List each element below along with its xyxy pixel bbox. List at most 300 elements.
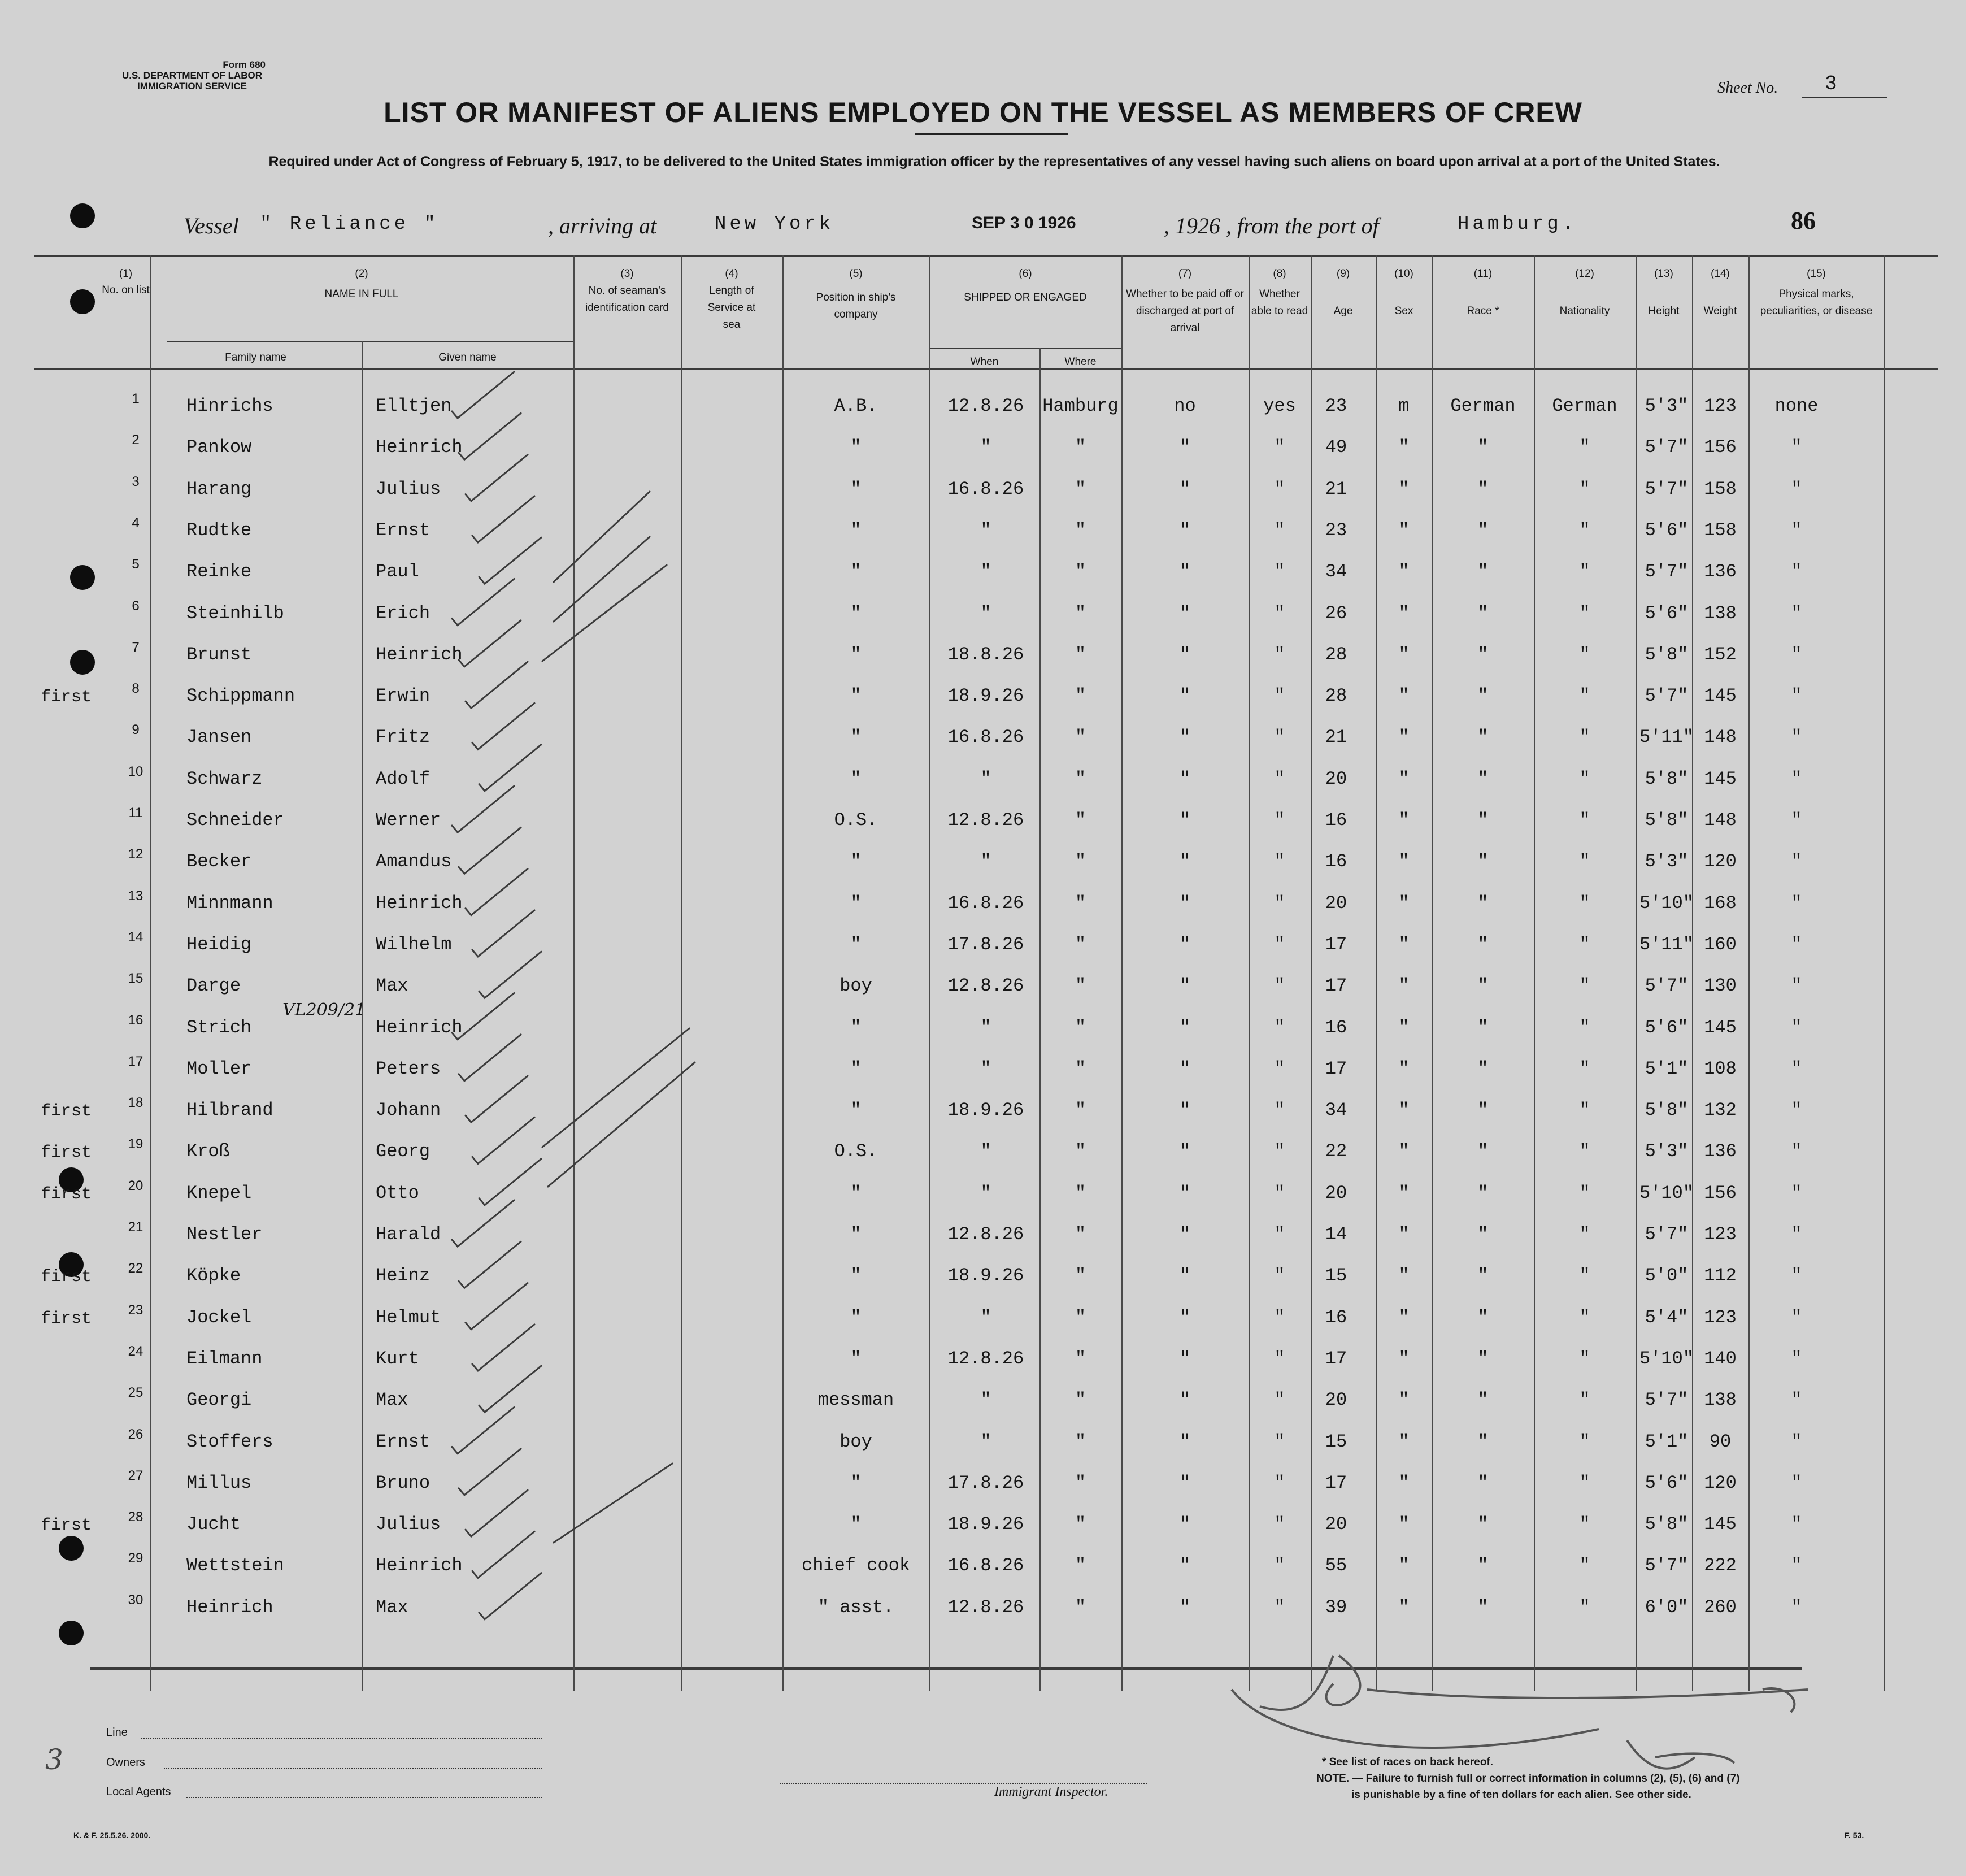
cell-family: Nestler: [186, 1224, 263, 1245]
cell-sex: ": [1398, 437, 1410, 458]
cell-where: ": [1075, 685, 1086, 707]
family-name-header: Family name: [225, 351, 286, 363]
date-stamp: SEP 3 0 1926: [972, 214, 1076, 232]
col8-number: (8): [1273, 268, 1286, 280]
cell-n: 29: [128, 1551, 143, 1566]
cell-race: ": [1477, 1265, 1489, 1287]
cell-when: 18.8.26: [947, 644, 1024, 665]
check-mark: [466, 662, 528, 708]
cell-weight: 136: [1704, 1141, 1737, 1162]
cell-given: Max: [376, 1389, 408, 1411]
col11-number: (11): [1473, 268, 1493, 280]
cell-height: 5'6": [1645, 1472, 1689, 1493]
cell-nationality: ": [1579, 1141, 1590, 1162]
cell-height: 5'8": [1645, 768, 1689, 789]
line-field: [141, 1738, 542, 1739]
cell-height: 5'7": [1645, 561, 1689, 583]
cell-when: ": [980, 1182, 991, 1204]
cell-family: Jansen: [186, 727, 252, 748]
cell-paid: ": [1179, 933, 1191, 955]
cell-sex: ": [1398, 1306, 1410, 1328]
cell-race: ": [1477, 685, 1489, 707]
cell-paid: ": [1179, 892, 1191, 914]
handwritten-note: VL209/21: [282, 1000, 366, 1020]
cell-sex: ": [1398, 1100, 1410, 1121]
cell-position: ": [850, 685, 862, 707]
cell-given: Helmut: [376, 1306, 441, 1328]
cell-given: Kurt: [376, 1348, 419, 1369]
cell-weight: 138: [1704, 1389, 1737, 1411]
cell-family: Knepel: [186, 1182, 252, 1204]
cell-race: ": [1477, 933, 1489, 955]
cell-age: 16: [1325, 1017, 1347, 1038]
cell-where: ": [1075, 933, 1086, 955]
cell-n: 10: [128, 763, 143, 779]
col9-label: Age: [1333, 305, 1353, 317]
penalty-note-2: is punishable by a fine of ten dollars for each alien. See other side.: [1351, 1789, 1691, 1801]
cell-position: ": [850, 1182, 862, 1204]
cell-height: 5'10": [1639, 1348, 1694, 1369]
cell-weight: 156: [1704, 1182, 1737, 1204]
cell-family: Heinrich: [186, 1596, 273, 1618]
cell-age: 28: [1325, 644, 1347, 665]
cell-nationality: ": [1579, 437, 1590, 458]
col15-number: (15): [1807, 268, 1826, 280]
check-mark: [452, 372, 514, 418]
cell-height: 5'7": [1645, 478, 1689, 500]
cell-where: ": [1075, 644, 1086, 665]
cell-when: 18.9.26: [947, 685, 1024, 707]
cell-paid: ": [1179, 1555, 1191, 1577]
cell-nationality: ": [1579, 851, 1590, 872]
cell-when: ": [980, 1141, 991, 1162]
cell-given: Julius: [376, 1514, 441, 1535]
cell-marks: ": [1791, 1596, 1802, 1618]
cell-paid: ": [1179, 1141, 1191, 1162]
cell-race: ": [1477, 768, 1489, 789]
cell-when: 16.8.26: [947, 892, 1024, 914]
margin-note-first: first: [41, 688, 92, 707]
cell-race: ": [1477, 1514, 1489, 1535]
cell-n: 22: [128, 1261, 143, 1276]
cell-marks: ": [1791, 602, 1802, 624]
cell-given: Heinrich: [376, 1017, 463, 1038]
cell-given: Erich: [376, 602, 430, 624]
check-mark: [466, 455, 528, 501]
cell-n: 9: [132, 722, 140, 738]
cell-where: ": [1075, 1431, 1086, 1452]
cell-position: ": [850, 1306, 862, 1328]
cell-weight: 123: [1704, 1224, 1737, 1245]
cell-where: ": [1075, 437, 1086, 458]
cell-n: 12: [128, 846, 143, 862]
cell-where: ": [1075, 768, 1086, 789]
cell-n: 23: [128, 1302, 143, 1318]
col10-number: (10): [1394, 268, 1413, 280]
margin-note-first: first: [41, 1309, 92, 1328]
cell-race: ": [1477, 727, 1489, 748]
cell-height: 5'6": [1645, 1017, 1689, 1038]
cell-family: Millus: [186, 1472, 252, 1493]
cell-family: Jucht: [186, 1514, 241, 1535]
cell-height: 5'8": [1645, 1514, 1689, 1535]
cell-family: Stoffers: [186, 1431, 273, 1452]
cell-sex: ": [1398, 1389, 1410, 1411]
cell-read: ": [1274, 768, 1285, 789]
cell-sex: ": [1398, 1431, 1410, 1452]
cell-age: 15: [1325, 1431, 1347, 1452]
cell-sex: ": [1398, 1596, 1410, 1618]
cell-position: boy: [840, 1431, 872, 1452]
cell-read: ": [1274, 1348, 1285, 1369]
cell-family: Rudtke: [186, 519, 252, 541]
check-mark: [459, 620, 521, 667]
cell-race: ": [1477, 1100, 1489, 1121]
cell-family: Minnmann: [186, 892, 273, 914]
check-mark: [452, 1200, 514, 1247]
cell-read: ": [1274, 1182, 1285, 1204]
cell-paid: ": [1179, 1431, 1191, 1452]
check-mark: [472, 1325, 534, 1371]
cell-where: Hamburg: [1042, 396, 1119, 416]
cell-weight: 156: [1704, 437, 1737, 458]
cell-where: ": [1075, 1596, 1086, 1618]
cell-position: O.S.: [834, 810, 878, 831]
cell-weight: 260: [1704, 1596, 1737, 1618]
cell-weight: 145: [1704, 685, 1737, 707]
races-note: * See list of races on back hereof.: [1322, 1756, 1494, 1768]
cell-marks: ": [1791, 1389, 1802, 1411]
cell-read: ": [1274, 1596, 1285, 1618]
cell-sex: ": [1398, 1472, 1410, 1493]
cell-read: ": [1274, 1431, 1285, 1452]
pencil-stroke: [542, 565, 667, 661]
cell-n: 11: [128, 805, 143, 820]
cell-weight: 140: [1704, 1348, 1737, 1369]
cell-race: ": [1477, 975, 1489, 997]
cell-race: ": [1477, 437, 1489, 458]
cell-where: ": [1075, 1265, 1086, 1287]
cell-nationality: ": [1579, 1265, 1590, 1287]
cell-when: ": [980, 1431, 991, 1452]
cell-n: 7: [132, 639, 140, 655]
check-mark: [472, 910, 534, 957]
cell-sex: ": [1398, 561, 1410, 583]
cell-paid: ": [1179, 1306, 1191, 1328]
cell-where: ": [1075, 727, 1086, 748]
cell-marks: ": [1791, 1514, 1802, 1535]
cell-age: 22: [1325, 1141, 1347, 1162]
cell-nationality: ": [1579, 1596, 1590, 1618]
cell-sex: ": [1398, 519, 1410, 541]
col9-number: (9): [1336, 268, 1350, 280]
cell-read: ": [1274, 1265, 1285, 1287]
cell-paid: ": [1179, 519, 1191, 541]
cell-given: Wilhelm: [376, 933, 452, 955]
cell-race: ": [1477, 1596, 1489, 1618]
cell-paid: ": [1179, 1224, 1191, 1245]
col7-label: Whether to be paid off or discharged at port of arrival: [1126, 288, 1244, 334]
cell-paid: ": [1179, 561, 1191, 583]
cell-when: ": [980, 1017, 991, 1038]
cell-given: Adolf: [376, 768, 430, 789]
cell-position: ": [850, 1017, 862, 1038]
cell-when: 12.8.26: [947, 810, 1024, 831]
cell-position: ": [850, 727, 862, 748]
cell-given: Paul: [376, 561, 419, 583]
cell-age: 28: [1325, 685, 1347, 707]
cell-read: ": [1274, 519, 1285, 541]
cell-read: ": [1274, 1472, 1285, 1493]
cell-race: ": [1477, 602, 1489, 624]
cell-paid: ": [1179, 602, 1191, 624]
cell-position: A.B.: [834, 396, 878, 416]
cell-read: ": [1274, 437, 1285, 458]
cell-height: 5'11": [1639, 933, 1694, 955]
cell-height: 5'7": [1645, 685, 1689, 707]
cell-when: 12.8.26: [947, 975, 1024, 997]
cell-where: ": [1075, 1472, 1086, 1493]
cell-height: 5'7": [1645, 975, 1689, 997]
cell-paid: ": [1179, 478, 1191, 500]
cell-n: 24: [128, 1343, 143, 1359]
cell-height: 5'7": [1645, 437, 1689, 458]
inspector-signature: [1232, 1656, 1808, 1769]
cell-weight: 112: [1704, 1265, 1737, 1287]
check-mark: [472, 496, 534, 542]
cell-paid: ": [1179, 1182, 1191, 1204]
cell-sex: ": [1398, 1141, 1410, 1162]
cell-family: Harang: [186, 478, 252, 500]
cell-given: Heinz: [376, 1265, 430, 1287]
cell-when: ": [980, 768, 991, 789]
cell-height: 5'8": [1645, 1100, 1689, 1121]
cell-weight: 160: [1704, 933, 1737, 955]
check-mark: [452, 993, 514, 1040]
local-agents-field: [186, 1797, 542, 1798]
cell-family: Köpke: [186, 1265, 241, 1287]
cell-age: 23: [1325, 396, 1347, 416]
cell-height: 5'8": [1645, 644, 1689, 665]
cell-when: 12.8.26: [947, 1224, 1024, 1245]
cell-race: ": [1477, 810, 1489, 831]
cell-paid: ": [1179, 1265, 1191, 1287]
check-mark: [466, 1283, 528, 1330]
cell-race: ": [1477, 1224, 1489, 1245]
cell-sex: ": [1398, 1265, 1410, 1287]
cell-nationality: ": [1579, 768, 1590, 789]
cell-given: Fritz: [376, 727, 430, 748]
cell-paid: ": [1179, 685, 1191, 707]
cell-family: Schwarz: [186, 768, 263, 789]
col5-number: (5): [849, 268, 863, 280]
cell-given: Julius: [376, 478, 441, 500]
form-code: F. 53.: [1845, 1831, 1864, 1840]
cell-read: ": [1274, 1141, 1285, 1162]
cell-when: ": [980, 602, 991, 624]
cell-family: Becker: [186, 851, 252, 872]
cell-paid: no: [1174, 396, 1196, 416]
cell-race: ": [1477, 1182, 1489, 1204]
pencil-stroke: [554, 537, 650, 622]
cell-race: ": [1477, 1389, 1489, 1411]
col7-number: (7): [1178, 268, 1192, 280]
cell-read: ": [1274, 1017, 1285, 1038]
cell-sex: ": [1398, 768, 1410, 789]
cell-nationality: ": [1579, 1389, 1590, 1411]
cell-family: Pankow: [186, 437, 252, 458]
cell-sex: ": [1398, 851, 1410, 872]
cell-height: 5'3": [1645, 396, 1689, 416]
cell-age: 16: [1325, 810, 1347, 831]
cell-read: ": [1274, 727, 1285, 748]
cell-marks: ": [1791, 1058, 1802, 1079]
cell-when: 16.8.26: [947, 478, 1024, 500]
cell-sex: ": [1398, 727, 1410, 748]
cell-weight: 123: [1704, 396, 1737, 416]
cell-read: ": [1274, 1555, 1285, 1577]
cell-given: Bruno: [376, 1472, 430, 1493]
cell-position: ": [850, 644, 862, 665]
check-mark: [459, 827, 521, 874]
check-mark: [479, 745, 541, 791]
vessel-label: Vessel: [184, 213, 239, 238]
cell-when: 12.8.26: [947, 1596, 1024, 1618]
col3-number: (3): [620, 268, 634, 280]
cell-paid: ": [1179, 1348, 1191, 1369]
cell-age: 34: [1325, 1100, 1347, 1121]
cell-given: Heinrich: [376, 644, 463, 665]
owners-label: Owners: [106, 1756, 145, 1769]
cell-marks: ": [1791, 1100, 1802, 1121]
cell-paid: ": [1179, 437, 1191, 458]
cell-nationality: ": [1579, 685, 1590, 707]
cell-weight: 148: [1704, 810, 1737, 831]
cell-nationality: ": [1579, 892, 1590, 914]
cell-sex: ": [1398, 933, 1410, 955]
cell-position: " asst.: [817, 1596, 894, 1618]
print-code: K. & F. 25.5.26. 2000.: [73, 1831, 151, 1840]
cell-nationality: ": [1579, 810, 1590, 831]
cell-position: chief cook: [801, 1555, 911, 1577]
cell-read: ": [1274, 1100, 1285, 1121]
cell-weight: 108: [1704, 1058, 1737, 1079]
cell-nationality: ": [1579, 1306, 1590, 1328]
cell-where: ": [1075, 1514, 1086, 1535]
cell-n: 26: [128, 1426, 143, 1442]
cell-given: Erwin: [376, 685, 430, 707]
cell-race: German: [1450, 396, 1516, 416]
cell-paid: ": [1179, 1472, 1191, 1493]
cell-nationality: ": [1579, 1555, 1590, 1577]
cell-position: ": [850, 1265, 862, 1287]
cell-when: 18.9.26: [947, 1100, 1024, 1121]
service-name: IMMIGRATION SERVICE: [137, 81, 247, 92]
cell-weight: 145: [1704, 768, 1737, 789]
col4-label: Length of Service at sea: [707, 285, 756, 331]
margin-note-first: first: [41, 1267, 92, 1287]
cell-read: ": [1274, 933, 1285, 955]
cell-nationality: ": [1579, 1514, 1590, 1535]
cell-nationality: ": [1579, 644, 1590, 665]
cell-weight: 123: [1704, 1306, 1737, 1328]
cell-age: 17: [1325, 1472, 1347, 1493]
col12-label: Nationality: [1559, 305, 1610, 317]
cell-n: 2: [132, 432, 140, 448]
cell-marks: ": [1791, 975, 1802, 997]
cell-family: Hilbrand: [186, 1100, 273, 1121]
cell-when: ": [980, 851, 991, 872]
cell-when: 16.8.26: [947, 727, 1024, 748]
cell-given: Harald: [376, 1224, 441, 1245]
check-mark: [459, 1035, 521, 1081]
cell-marks: ": [1791, 561, 1802, 583]
check-mark: [472, 1117, 534, 1163]
cell-age: 26: [1325, 602, 1347, 624]
cell-nationality: German: [1552, 396, 1617, 416]
cell-read: ": [1274, 561, 1285, 583]
cell-position: ": [850, 1348, 862, 1369]
cell-race: ": [1477, 1141, 1489, 1162]
cell-height: 5'8": [1645, 810, 1689, 831]
cell-n: 18: [128, 1095, 143, 1111]
cell-read: yes: [1263, 396, 1296, 416]
cell-height: 5'7": [1645, 1389, 1689, 1411]
col12-number: (12): [1575, 268, 1594, 280]
cell-when: 17.8.26: [947, 933, 1024, 955]
pencil-stroke: [554, 492, 650, 582]
cell-position: ": [850, 892, 862, 914]
line-label: Line: [106, 1726, 128, 1739]
cell-height: 5'6": [1645, 519, 1689, 541]
margin-note-first: first: [41, 1184, 92, 1204]
cell-sex: ": [1398, 1182, 1410, 1204]
cell-where: ": [1075, 892, 1086, 914]
cell-height: 5'6": [1645, 602, 1689, 624]
cell-family: Darge: [186, 975, 241, 997]
check-mark: [472, 703, 534, 749]
cell-age: 14: [1325, 1224, 1347, 1245]
cell-race: ": [1477, 1348, 1489, 1369]
cell-age: 17: [1325, 975, 1347, 997]
cell-read: ": [1274, 478, 1285, 500]
cell-position: ": [850, 602, 862, 624]
arrival-port: New York: [715, 214, 834, 235]
cell-given: Ernst: [376, 519, 430, 541]
cell-race: ": [1477, 1017, 1489, 1038]
cell-where: ": [1075, 561, 1086, 583]
cell-given: Johann: [376, 1100, 441, 1121]
cell-n: 5: [132, 557, 140, 572]
cell-family: Georgi: [186, 1389, 252, 1411]
cell-where: ": [1075, 1017, 1086, 1038]
cell-where: ": [1075, 810, 1086, 831]
cell-weight: 90: [1709, 1431, 1732, 1452]
cell-age: 20: [1325, 1182, 1347, 1204]
cell-marks: ": [1791, 727, 1802, 748]
cell-n: 25: [128, 1385, 143, 1401]
cell-paid: ": [1179, 810, 1191, 831]
departure-port: Hamburg.: [1458, 214, 1577, 235]
cell-sex: ": [1398, 810, 1410, 831]
col13-label: Height: [1648, 305, 1680, 317]
cell-where: ": [1075, 1100, 1086, 1121]
cell-age: 20: [1325, 1514, 1347, 1535]
local-agents-label: Local Agents: [106, 1786, 171, 1798]
cell-nationality: ": [1579, 975, 1590, 997]
cell-when: ": [980, 437, 991, 458]
cell-when: ": [980, 1306, 991, 1328]
